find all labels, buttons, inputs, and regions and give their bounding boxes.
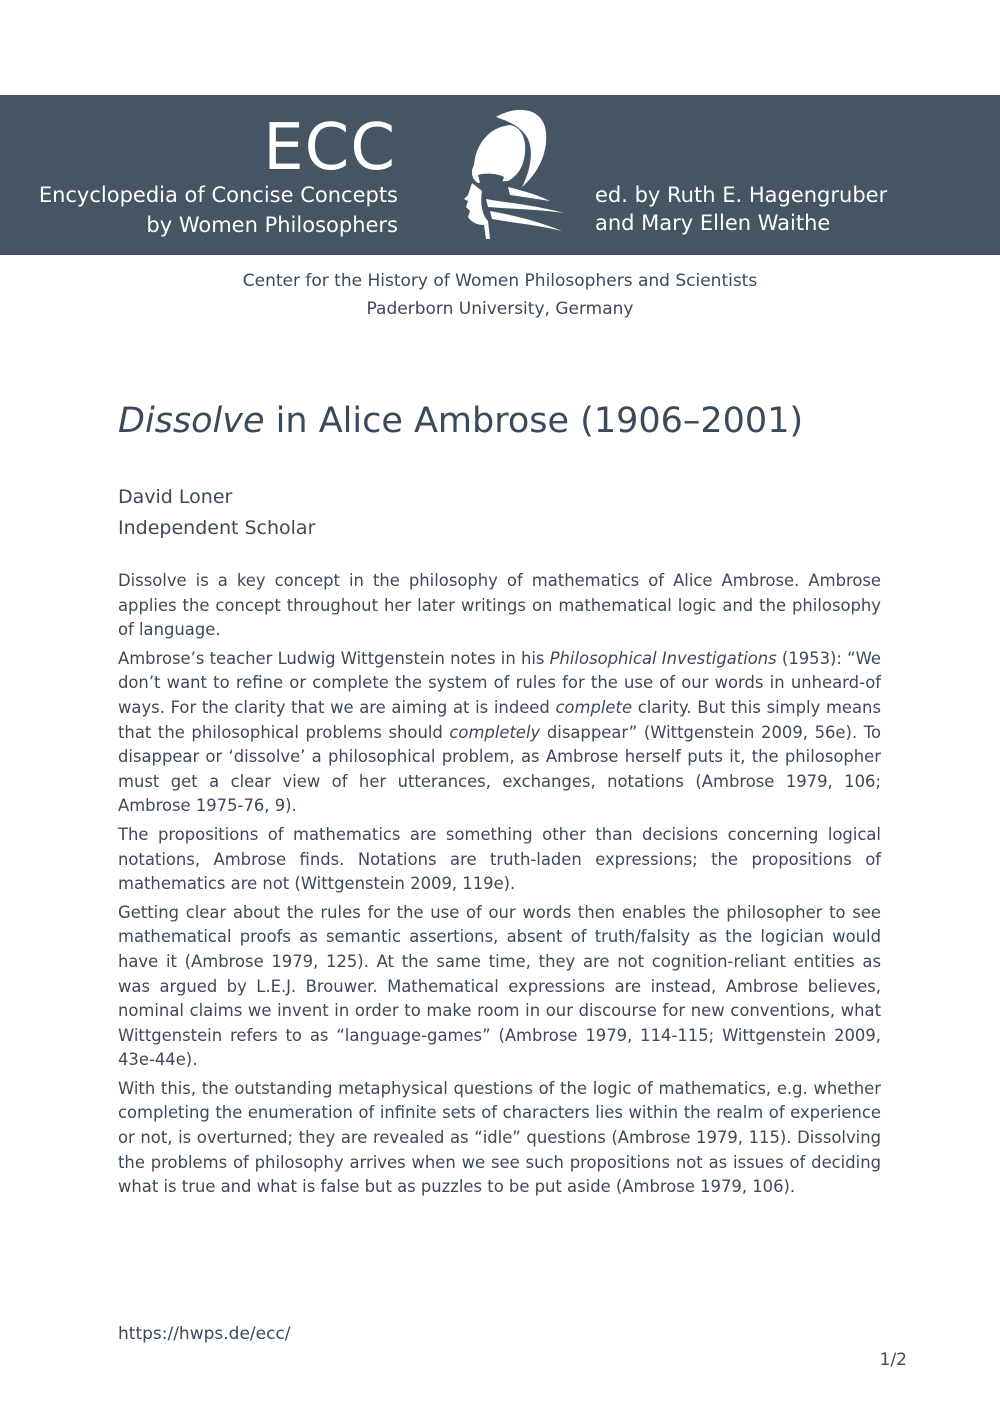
footer-url-link[interactable]: https://hwps.de/ecc/ [118, 1324, 291, 1344]
institution-line1: Center for the History of Women Philosophers and Scientists [242, 271, 758, 291]
paragraph-5: With this, the outstanding metaphysical questions of the logic of mathematics, e.g. whether completing the enumeration of infinite sets of characters lies within the realm of experience or not, is overturned; they are revealed as “idle” questions (Ambrose 1979, 115). Dissolving the problems of philosophy arrives when we see such propositions not as issues of deciding what is true and what is false but as puzzles to be put aside (Ambrose 1979, 106). [118, 1078, 881, 1197]
editors-line2: and Mary Ellen Waithe [595, 211, 831, 235]
series-title-line1: Encyclopedia of Concise Concepts [38, 183, 398, 207]
ecc-logo-text: ECC [263, 111, 396, 185]
article-title-rest: in Alice Ambrose (1906–2001) [264, 401, 804, 441]
editors-line1: ed. by Ruth E. Hagengruber [595, 183, 888, 207]
article-title [118, 398, 803, 444]
paragraph-2-text: (1953): “We don’t want to refine or complete the system of rules for the use of our words in unheard-of ways. For the clarity that we are aiming at is indeed [118, 648, 881, 717]
paragraph-3: The propositions of mathematics are something other than decisions concerning logical notations, Ambrose finds. Notations are truth-laden expressions; the propositions of mathematics are not (Wittgenstein 2009, 119e). [118, 824, 881, 894]
paragraph-4: Getting clear about the rules for the use of our words then enables the philosopher to see mathematical proofs as semantic assertions, absent of truth/falsity as the logician would have it (Ambrose 1979, 125). At the same time, they are not cognition-reliant entities as was argued by L.E.J. Brouwer. Mathematical expressions are instead, Ambrose believes, nominal claims we invent in order to make room in our discourse for new conventions, what Wittgenstein refers to as “language-games” (Ambrose 1979, 114-115; Wittgenstein 2009, 43e-44e). [118, 902, 881, 1070]
author-affiliation: Independent Scholar [118, 517, 316, 539]
article-title-italic: Dissolve [118, 401, 265, 441]
paragraph-2-text: disappear” (Wittgenstein 2009, 56e). To disappear or ‘dissolve’ a philosophical problem, as Ambrose herself puts it, the philosopher must get a clear view of her utterances, exchanges, notations (Ambrose 1979, 106; Ambrose 1975-76, 9). [118, 722, 881, 816]
article-body [118, 569, 881, 1204]
paragraph-2 [118, 647, 881, 819]
page-number: 1/2 [879, 1350, 907, 1370]
emphasis-completely: completely [449, 722, 541, 742]
book-title: Philosophical Investigations [549, 648, 777, 668]
athena-helmet-logo-icon [438, 103, 568, 251]
emphasis-complete: complete [555, 697, 633, 717]
paragraph-2-text: Ambrose’s teacher Ludwig Wittgenstein notes in his [118, 648, 550, 668]
series-title-line2: by Women Philosophers [146, 213, 398, 237]
paragraph-2-text: clarity. But this simply means that the philosophical problems should [118, 697, 881, 742]
institution-line2: Paderborn University, Germany [366, 299, 634, 319]
author-name: David Loner [118, 486, 233, 508]
paragraph-1: Dissolve is a key concept in the philosophy of mathematics of Alice Ambrose. Ambrose applies the concept throughout her later writings on mathematical logic and the philosophy of language. [118, 571, 881, 640]
header-banner [0, 95, 1000, 255]
